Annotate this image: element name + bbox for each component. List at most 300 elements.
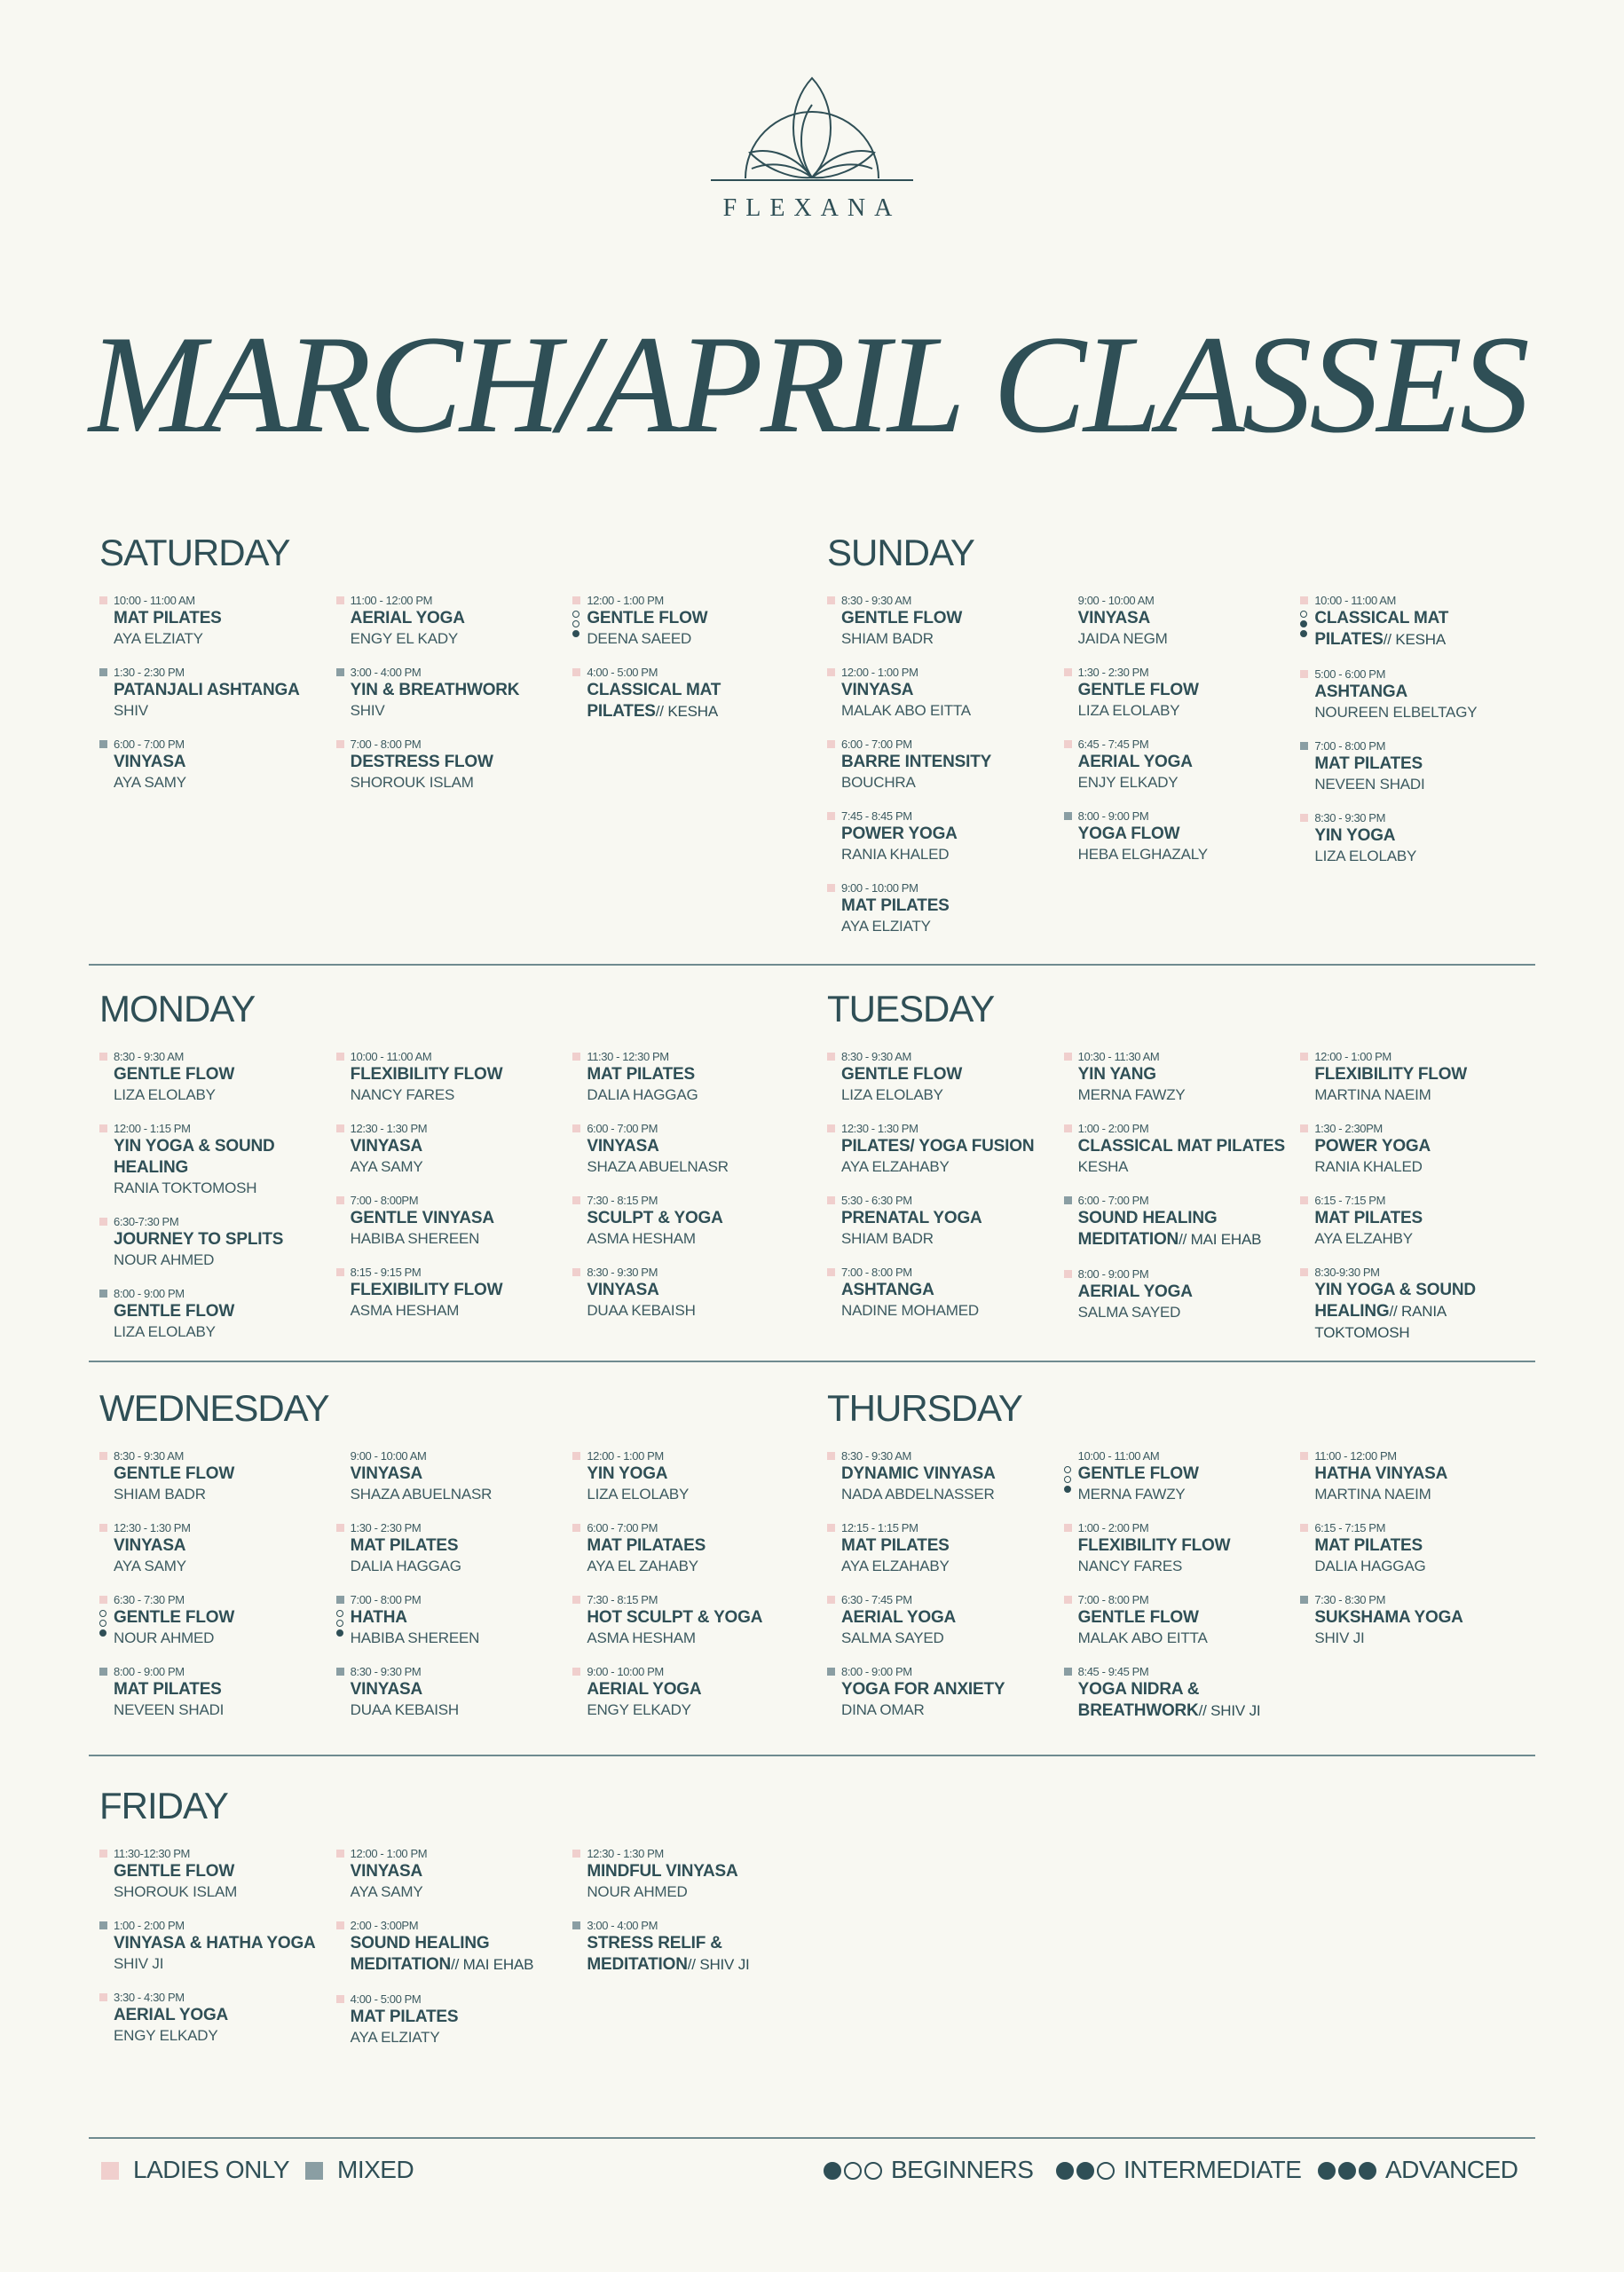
class-entry (326, 1592, 563, 1648)
class-instructor-inline: // KESHA (655, 703, 718, 720)
class-instructor: RANIA TOKTOMOSH (114, 1179, 257, 1196)
day-columns (89, 1448, 799, 1736)
level-dot-icon (99, 1629, 106, 1637)
class-title-text: GENTLE VINYASA (350, 1209, 494, 1227)
class-title (841, 1463, 1053, 1485)
class-entry (1289, 667, 1526, 722)
class-title-text: MAT PILATES (841, 896, 950, 915)
legend-beginners-label: BEGINNERS (891, 2156, 1034, 2183)
class-entry (326, 1121, 563, 1177)
class-entry (1289, 1121, 1526, 1177)
day-name: TUESDAY (827, 988, 995, 1030)
class-instructor: DALIA HAGGAG (587, 1086, 698, 1103)
class-time: 12:30 - 1:30 PM (350, 1122, 428, 1135)
class-instructor: SHIAM BADR (114, 1486, 206, 1503)
class-title-text: ASHTANGA (1314, 682, 1407, 701)
class-instructor: NOUR AHMED (114, 1629, 215, 1646)
class-instructor: AYA ELZAHBY (1314, 1230, 1413, 1247)
ladies-swatch (101, 2162, 119, 2180)
class-title (1078, 824, 1290, 845)
class-title-text: VINYASA (587, 1281, 659, 1299)
class-title (1078, 1282, 1290, 1303)
class-entry (1053, 1448, 1290, 1504)
class-time: 8:30 - 9:30 AM (841, 1050, 911, 1063)
mixed-marker (1064, 812, 1072, 820)
class-title (351, 1861, 563, 1882)
level-dot-icon (1359, 2162, 1376, 2180)
class-instructor: DUAA KEBAISH (350, 1701, 459, 1718)
class-instructor: SALMA SAYED (841, 1629, 944, 1646)
class-title (114, 1463, 326, 1485)
class-title-text: YIN YOGA (1314, 826, 1396, 845)
class-title (1314, 753, 1526, 775)
class-title-text: YIN YANG (1077, 1065, 1156, 1084)
class-time: 8:00 - 9:00 PM (114, 1287, 185, 1300)
class-instructor: SHIV JI (1314, 1629, 1365, 1646)
ladies-marker (1300, 1452, 1308, 1460)
class-title (1078, 1535, 1290, 1557)
class-title-text: SOUND HEALING MEDITATION (350, 1934, 490, 1974)
ladies-marker (1064, 740, 1072, 748)
class-instructor: NADINE MOHAMED (841, 1302, 979, 1319)
ladies-marker (827, 1053, 835, 1061)
class-time: 4:00 - 5:00 PM (350, 1992, 422, 2006)
class-title-text: GENTLE FLOW (114, 1302, 235, 1321)
class-title (114, 752, 326, 773)
class-entry (816, 1448, 1053, 1504)
class-entry (326, 737, 563, 793)
class-time: 9:00 - 10:00 AM (1077, 594, 1155, 607)
ladies-marker (827, 1452, 835, 1460)
class-instructor: AYA SAMY (114, 774, 186, 791)
brand-name: FLEXANA (722, 194, 902, 222)
day-columns (816, 593, 1526, 952)
class-entry (326, 1664, 563, 1720)
class-title (587, 1064, 799, 1085)
class-time: 9:00 - 10:00 PM (841, 881, 918, 895)
class-title-text: MAT PILATES (841, 1536, 950, 1555)
class-entry (1053, 1193, 1290, 1250)
class-title-text: HOT SCULPT & YOGA (587, 1608, 763, 1627)
class-title-text: GENTLE FLOW (1077, 681, 1199, 699)
ladies-marker (1064, 1596, 1072, 1604)
class-title-text: FLEXIBILITY FLOW (350, 1281, 503, 1299)
class-instructor: NEVEEN SHADI (114, 1701, 225, 1718)
class-column (1289, 593, 1526, 952)
class-column (89, 593, 326, 809)
class-title (1078, 1463, 1290, 1485)
class-title (114, 1679, 326, 1700)
legend-intermediate (1056, 2152, 1301, 2188)
class-title-text: AERIAL YOGA (114, 2006, 229, 2024)
class-time: 8:30 - 9:30 PM (1314, 811, 1386, 824)
class-title-text: PATANJALI ASHTANGA (114, 681, 300, 699)
class-time: 8:30 - 9:30 AM (114, 1050, 184, 1063)
level-dot-icon (99, 1620, 106, 1627)
ladies-marker (336, 596, 344, 604)
class-instructor: HABIBA SHEREEN (350, 1230, 480, 1247)
class-entry (1289, 1520, 1526, 1576)
class-entry (562, 1193, 799, 1249)
class-entry (1053, 1121, 1290, 1177)
class-time: 3:00 - 4:00 PM (587, 1919, 658, 1932)
class-title-text: SOUND HEALING MEDITATION (1077, 1209, 1218, 1249)
class-entry (326, 1193, 563, 1249)
class-time: 8:00 - 9:00 PM (1077, 809, 1149, 823)
class-entry (89, 1592, 326, 1648)
class-instructor: DUAA KEBAISH (587, 1302, 696, 1319)
day-saturday (89, 531, 799, 886)
class-entry (89, 1214, 326, 1270)
class-entry (816, 880, 1053, 936)
class-instructor: SHAZA ABUELNASR (587, 1158, 729, 1175)
class-instructor: SHOROUK ISLAM (114, 1883, 238, 1900)
ladies-marker (572, 1850, 580, 1858)
legend-advanced-label: ADVANCED (1385, 2156, 1518, 2183)
class-column (562, 1846, 799, 2063)
class-entry (326, 1992, 563, 2047)
class-title (587, 680, 799, 722)
class-time: 7:30 - 8:15 PM (587, 1593, 658, 1606)
class-time: 6:00 - 7:00 PM (1077, 1194, 1149, 1207)
class-time: 10:00 - 11:00 AM (114, 594, 195, 607)
class-title (1078, 1607, 1290, 1629)
class-title (841, 1064, 1053, 1085)
legend-mixed-label: MIXED (337, 2156, 414, 2183)
class-entry (816, 809, 1053, 864)
day-name: FRIDAY (99, 1785, 228, 1826)
class-instructor: AYA SAMY (350, 1883, 423, 1900)
class-time: 7:30 - 8:15 PM (587, 1194, 658, 1207)
lotus-icon (706, 69, 918, 189)
ladies-marker (572, 1124, 580, 1132)
ladies-marker (1300, 1524, 1308, 1532)
class-title (841, 824, 1053, 845)
day-thursday (816, 1386, 1526, 1741)
class-entry (562, 593, 799, 649)
class-instructor: JAIDA NEGM (1077, 630, 1168, 647)
class-title-text: MAT PILATES (1314, 1209, 1423, 1227)
ladies-marker (827, 668, 835, 676)
class-time: 12:30 - 1:30 PM (587, 1847, 664, 1860)
class-title (841, 680, 1053, 701)
class-title-text: ASHTANGA (841, 1281, 934, 1299)
class-title (351, 608, 563, 629)
class-instructor: AYA ELZAHABY (841, 1158, 950, 1175)
class-column (326, 1049, 563, 1358)
class-instructor: MALAK ABO EITTA (841, 702, 971, 719)
class-time: 8:30 - 9:30 AM (841, 594, 911, 607)
mixed-marker (572, 1921, 580, 1929)
class-time: 4:00 - 5:00 PM (587, 666, 658, 679)
class-column (1289, 1448, 1526, 1738)
day-columns (816, 1448, 1526, 1738)
level-dot-icon (1064, 1486, 1071, 1493)
class-title-text: VINYASA (350, 1680, 422, 1699)
class-entry (1289, 1193, 1526, 1249)
page-title: MARCH/APRIL CLASSES (89, 307, 1527, 462)
class-title (351, 1607, 563, 1629)
class-entry (816, 1121, 1053, 1177)
class-time: 8:30-9:30 PM (1314, 1266, 1380, 1279)
class-instructor: NANCY FARES (350, 1086, 455, 1103)
class-column (816, 593, 1053, 952)
class-title-text: VINYASA (587, 1137, 659, 1156)
mixed-marker (1064, 1196, 1072, 1204)
class-title-text: AERIAL YOGA (587, 1680, 702, 1699)
class-title-text: HATHA VINYASA (1314, 1464, 1448, 1483)
class-instructor-inline: // MAI EHAB (451, 1956, 534, 1973)
level-dot-icon (1056, 2162, 1074, 2180)
class-entry (1053, 593, 1290, 649)
class-time: 6:30-7:30 PM (114, 1215, 179, 1228)
class-title (1078, 1136, 1290, 1157)
class-instructor: MARTINA NAEIM (1314, 1086, 1431, 1103)
ladies-marker (99, 1452, 107, 1460)
class-instructor: HABIBA SHEREEN (350, 1629, 480, 1646)
class-time: 12:00 - 1:00 PM (841, 666, 918, 679)
class-title (114, 1861, 326, 1882)
class-instructor: DINA OMAR (841, 1701, 925, 1718)
class-title-text: JOURNEY TO SPLITS (114, 1230, 284, 1249)
ladies-marker (1064, 1124, 1072, 1132)
day-sunday (816, 531, 1526, 935)
ladies-marker (1300, 1053, 1308, 1061)
ladies-marker (336, 1124, 344, 1132)
class-time: 8:30 - 9:30 AM (114, 1449, 184, 1463)
ladies-marker (827, 812, 835, 820)
class-time: 1:00 - 2:00 PM (1077, 1521, 1149, 1534)
class-entry (326, 1846, 563, 1902)
class-title-text: CLASSICAL MAT PILATES (1314, 609, 1449, 649)
class-entry (1289, 1448, 1526, 1504)
level-dot-icon (1064, 1466, 1071, 1473)
class-entry (562, 1265, 799, 1321)
class-title-text: GENTLE FLOW (114, 1464, 235, 1483)
class-instructor: KESHA (1077, 1158, 1129, 1175)
class-entry (562, 665, 799, 722)
class-title (114, 1301, 326, 1322)
class-title-text: VINYASA & HATHA YOGA (114, 1934, 316, 1952)
ladies-marker (1300, 814, 1308, 822)
legend-beginners (824, 2152, 1033, 2188)
class-title-text: AERIAL YOGA (350, 609, 465, 627)
class-title-text: YOGA FOR ANXIETY (841, 1680, 1005, 1699)
ladies-marker (1300, 670, 1308, 678)
class-title (1314, 608, 1526, 651)
class-instructor: RANIA KHALED (1314, 1158, 1423, 1175)
class-entry (816, 1520, 1053, 1576)
class-entry (816, 1592, 1053, 1648)
class-time: 6:30 - 7:30 PM (114, 1593, 185, 1606)
class-title (114, 1136, 326, 1179)
class-time: 6:30 - 7:45 PM (841, 1593, 912, 1606)
ladies-marker (336, 1268, 344, 1276)
class-title-text: SCULPT & YOGA (587, 1209, 723, 1227)
class-title-text: GENTLE FLOW (114, 1065, 235, 1084)
class-title-text: AERIAL YOGA (1077, 1282, 1193, 1301)
class-instructor: SHOROUK ISLAM (350, 774, 474, 791)
class-instructor: NANCY FARES (1077, 1558, 1183, 1574)
class-time: 6:15 - 7:15 PM (1314, 1521, 1386, 1534)
mixed-marker (336, 1596, 344, 1604)
class-title (587, 1679, 799, 1700)
ladies-marker (1064, 1524, 1072, 1532)
class-entry (562, 1918, 799, 1976)
class-title (114, 1933, 326, 1954)
day-name: THURSDAY (827, 1387, 1022, 1429)
class-title-text: VINYASA (841, 681, 914, 699)
class-entry (89, 737, 326, 793)
day-name: MONDAY (99, 988, 256, 1030)
mixed-marker (1300, 1596, 1308, 1604)
class-title-text: CLASSICAL MAT PILATES (1077, 1137, 1285, 1156)
class-instructor: ENJY ELKADY (1077, 774, 1179, 791)
class-column (562, 1448, 799, 1736)
class-title-text: GENTLE FLOW (841, 1065, 963, 1084)
legend (89, 2152, 1535, 2188)
class-entry (1053, 665, 1290, 721)
class-entry (89, 593, 326, 649)
class-column (326, 1846, 563, 2063)
class-time: 7:30 - 8:30 PM (1314, 1593, 1386, 1606)
level-dot-icon (1300, 620, 1307, 627)
mixed-marker (1300, 742, 1308, 750)
ladies-marker (572, 1524, 580, 1532)
class-instructor: LIZA ELOLABY (841, 1086, 943, 1103)
class-entry (562, 1121, 799, 1177)
level-indicator (1064, 1466, 1073, 1495)
class-title-text: CLASSICAL MAT PILATES (587, 681, 721, 721)
ladies-marker (99, 1053, 107, 1061)
class-instructor: MARTINA NAEIM (1314, 1486, 1431, 1503)
class-title (351, 1064, 563, 1085)
class-column (89, 1448, 326, 1736)
class-entry (89, 1520, 326, 1576)
class-entry (816, 737, 1053, 793)
legend-ladies-label: LADIES ONLY (133, 2156, 290, 2183)
class-instructor: NOUR AHMED (114, 1251, 215, 1268)
class-title-text: VINYASA (350, 1862, 422, 1881)
class-title (841, 895, 1053, 917)
class-title (1314, 682, 1526, 703)
level-dot-icon (1064, 1476, 1071, 1483)
class-title-text: AERIAL YOGA (841, 1608, 957, 1627)
class-entry (816, 1265, 1053, 1321)
level-dot-icon (1338, 2162, 1356, 2180)
level-indicator (336, 1610, 345, 1639)
class-column (562, 593, 799, 809)
class-time: 12:30 - 1:30 PM (841, 1122, 918, 1135)
mixed-swatch (305, 2162, 323, 2180)
mixed-marker (336, 668, 344, 676)
class-instructor: SALMA SAYED (1077, 1304, 1181, 1321)
class-title-text: YIN YOGA & SOUND HEALING (1314, 1281, 1476, 1321)
ladies-marker (572, 1268, 580, 1276)
class-title (1078, 680, 1290, 701)
level-dot-icon (824, 2162, 841, 2180)
class-title (114, 680, 326, 701)
class-time: 9:00 - 10:00 PM (587, 1665, 664, 1678)
class-title (351, 680, 563, 701)
class-title-text: YIN YOGA & SOUND HEALING (114, 1137, 275, 1177)
class-time: 6:00 - 7:00 PM (114, 738, 185, 751)
class-column (816, 1049, 1053, 1360)
level-dot-icon (844, 2162, 862, 2180)
class-title-text: FLEXIBILITY FLOW (1314, 1065, 1468, 1084)
class-entry (562, 1664, 799, 1720)
class-instructor: LIZA ELOLABY (587, 1486, 690, 1503)
ladies-marker (1300, 1196, 1308, 1204)
class-time: 3:00 - 4:00 PM (350, 666, 422, 679)
class-time: 12:15 - 1:15 PM (841, 1521, 918, 1534)
class-instructor: MERNA FAWZY (1077, 1086, 1186, 1103)
ladies-marker (336, 1850, 344, 1858)
day-name: SUNDAY (827, 532, 974, 573)
class-instructor: RANIA KHALED (841, 846, 950, 863)
class-instructor: AYA ELZAHABY (841, 1558, 950, 1574)
legend-intermediate-label: INTERMEDIATE (1123, 2156, 1302, 2183)
ladies-marker (336, 1196, 344, 1204)
class-time: 10:30 - 11:30 AM (1077, 1050, 1160, 1063)
level-indicator (572, 611, 581, 640)
level-dot-icon (572, 620, 579, 627)
class-time: 8:15 - 9:15 PM (350, 1266, 422, 1279)
class-title (1314, 825, 1526, 847)
class-time: 6:15 - 7:15 PM (1314, 1194, 1386, 1207)
class-title (841, 1679, 1053, 1700)
class-title (587, 1933, 799, 1976)
legend-advanced (1318, 2152, 1518, 2188)
class-title (114, 1535, 326, 1557)
class-instructor: ENGY EL KADY (350, 630, 459, 647)
class-column (326, 1448, 563, 1736)
class-time: 1:30 - 2:30 PM (1077, 666, 1149, 679)
class-title (587, 1607, 799, 1629)
class-instructor: NOUREEN ELBELTAGY (1314, 704, 1478, 721)
class-title (587, 608, 799, 629)
day-columns (89, 1049, 799, 1358)
class-title (114, 1064, 326, 1085)
class-instructor: LIZA ELOLABY (1314, 848, 1417, 864)
class-time: 6:00 - 7:00 PM (587, 1122, 658, 1135)
class-time: 8:00 - 9:00 PM (841, 1665, 912, 1678)
class-entry (89, 1846, 326, 1902)
class-instructor: LIZA ELOLABY (114, 1086, 216, 1103)
class-title (1314, 1064, 1526, 1085)
mixed-marker (99, 1921, 107, 1929)
ladies-marker (827, 1124, 835, 1132)
class-title-text: MAT PILATES (114, 609, 222, 627)
class-title (351, 752, 563, 773)
class-title (587, 1861, 799, 1882)
level-dot-icon (572, 630, 579, 637)
ladies-marker (827, 740, 835, 748)
mixed-marker (99, 668, 107, 676)
class-instructor: AYA SAMY (114, 1558, 186, 1574)
class-instructor: BOUCHRA (841, 774, 916, 791)
class-time: 6:45 - 7:45 PM (1077, 738, 1149, 751)
class-title (841, 1136, 1053, 1157)
class-time: 12:00 - 1:00 PM (1314, 1050, 1391, 1063)
mixed-marker (99, 1290, 107, 1298)
class-time: 2:00 - 3:00PM (350, 1919, 419, 1932)
class-instructor: SHIAM BADR (841, 630, 934, 647)
class-column (816, 1448, 1053, 1738)
class-title (1314, 1607, 1526, 1629)
class-column (1053, 593, 1290, 952)
class-title (1314, 1136, 1526, 1157)
